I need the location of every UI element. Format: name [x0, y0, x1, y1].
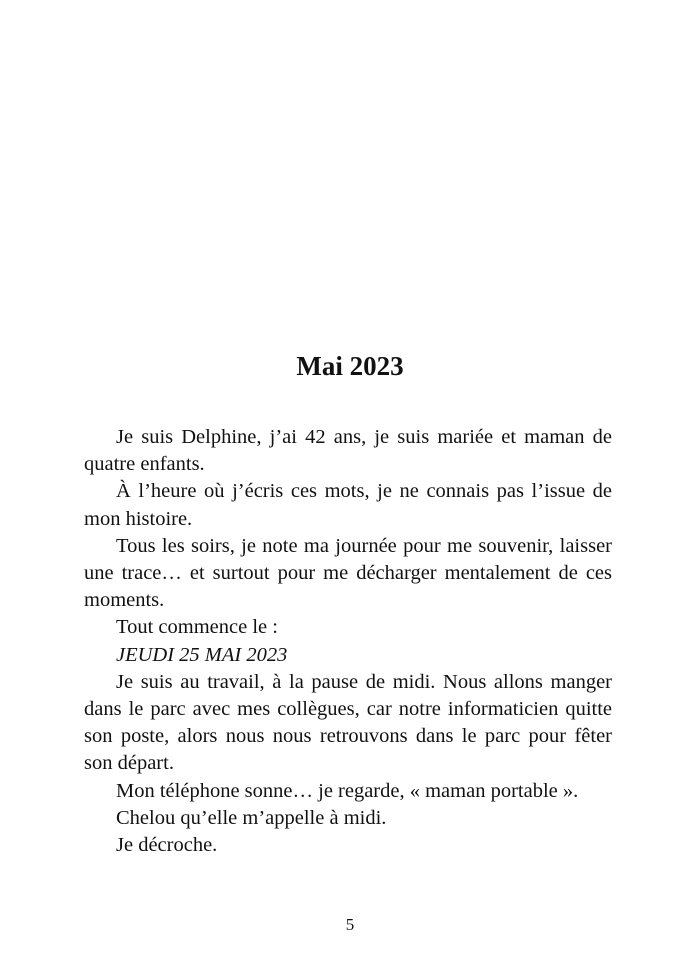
paragraph-outcome: À l’heure où j’écris ces mots, je ne connais pas l’issue de mon histoire. — [84, 480, 612, 530]
page-number: 5 — [345, 915, 355, 934]
paragraph-journal: Tous les soirs, je note ma journée pour me souvenir, laisser une trace… et surtout pour me décharger mentalement de ces moments. — [84, 534, 612, 612]
date-heading: JEUDI 25 MAI 2023 — [116, 643, 288, 666]
paragraph-intro: Je suis Delphine, j’ai 42 ans, je suis mariée et maman de quatre enfants. — [84, 426, 612, 476]
paragraph-work: Je suis au travail, à la pause de midi. Nous allons manger dans le parc avec mes collègues, car notre informaticien quitte son poste, alors nous nous retrouvons dans le parc pour fêter son départ. — [84, 670, 612, 775]
body-text — [84, 424, 612, 859]
chapter-title: Mai 2023 — [296, 351, 404, 382]
paragraph-answer: Je décroche. — [116, 834, 218, 857]
paragraph-start: Tout commence le : — [116, 616, 278, 639]
paragraph-call-noon: Chelou qu’elle m’appelle à midi. — [116, 806, 387, 829]
paragraph-phone: Mon téléphone sonne… je regarde, « maman portable ». — [116, 779, 579, 802]
